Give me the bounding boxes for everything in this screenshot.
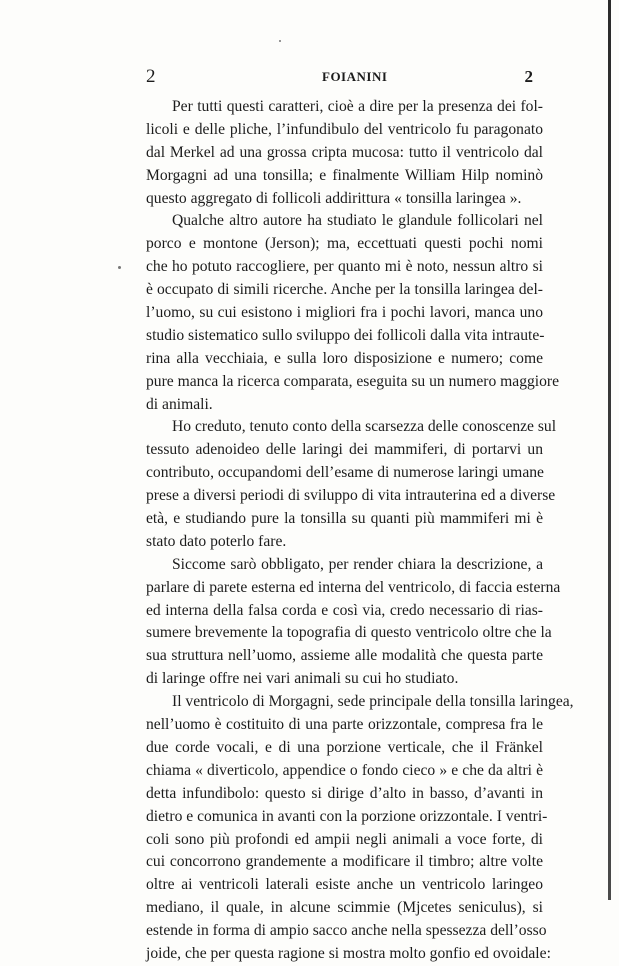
text-line: tessuto adenoideo delle laringi dei mammiferi, di portarvi un [146, 441, 543, 459]
text-line: pure manca la ricerca comparata, eseguita su un numero maggiore [146, 372, 560, 390]
scan-edge [608, 0, 611, 900]
paragraph-4 [146, 554, 561, 691]
text-line: joide, che per questa ragione si mostra molto gonfio ed ovoidale: [146, 944, 551, 962]
left-page-number: 2 [146, 66, 156, 87]
text-line: nell’uomo è costituito di una parte orizzontale, compresa fra le [146, 716, 543, 734]
paragraph-2 [146, 210, 560, 416]
text-line: due corde vocali, e di una porzione verticale, che il Fränkel [146, 738, 543, 756]
text-line: Il ventricolo di Morgagni, sede principale della tonsilla laringea, [172, 693, 574, 711]
text-line: sua struttura nell’uomo, assieme alle modalità che questa parte [146, 647, 543, 665]
text-line: Ho creduto, tenuto conto della scarsezza delle conoscenze sul [172, 418, 557, 436]
text-line: rina alla vecchiaia, e sulla loro disposizione e numero; come [146, 349, 543, 367]
text-line: Per tutti questi caratteri, cioè a dire per la presenza dei fol- [172, 98, 543, 115]
text-line: cui concorrono grandemente a modificare il timbro; altre volte [146, 853, 543, 871]
text-line: mediano, il quale, in alcune scimmie (Mjcetes seniculus), si [146, 899, 543, 917]
text-line: parlare di parete esterna ed interna del ventricolo, di faccia esterna [146, 578, 561, 596]
text-line: di animali. [146, 395, 213, 413]
text-line: oltre ai ventricoli laterali esiste anche un ventricolo laringeo [146, 876, 543, 894]
text-line: detta infundibolo: questo si dirige d’alto in basso, d’avanti in [146, 784, 543, 802]
text-line: è occupato di simili ricerche. Anche per la tonsilla laringea del- [146, 281, 543, 299]
text-line: Morgagni ad una tonsilla; e finalmente William Hilp nominò [146, 166, 543, 184]
paragraph-5 [146, 691, 574, 966]
text-line: età, e studiando pure la tonsilla su quanti più mammiferi mi è [146, 510, 543, 528]
body-text [146, 96, 574, 966]
text-line: ed interna della falsa corda e così via, credo necessario di rias- [146, 601, 543, 619]
text-line: estende in forma di ampio sacco anche nella spessezza dell’osso [146, 922, 547, 940]
text-line: dietro e comunica in avanti con la porzione orizzontale. I ventri- [146, 807, 548, 825]
text-line: porco e montone (Jerson); ma, eccettuati questi pochi nomi [146, 235, 543, 253]
text-line: contributo, occupandomi dell’esame di numerose laringi umane [146, 464, 544, 482]
page-header [146, 66, 543, 88]
paragraph-1 [146, 96, 543, 210]
running-title: FOIANINI [322, 69, 388, 84]
scan-speck [279, 40, 281, 42]
text-line: sumere brevemente la topografia di questo ventricolo oltre che la [146, 624, 552, 642]
text-line: che ho potuto raccogliere, per quanto mi è noto, nessun altro si [146, 258, 543, 276]
text-line: Qualche altro autore ha studiato le glandule follicolari nel [172, 212, 543, 230]
text-line: coli sono più profondi ed ampii negli animali a voce forte, di [146, 830, 543, 848]
right-page-number: 2 [524, 67, 533, 86]
text-line: studio sistematico sullo sviluppo dei follicoli dalla vita intraute- [146, 326, 545, 344]
text-line: chiama « diverticolo, appendice o fondo cieco » e che da altri è [146, 761, 543, 779]
text-line: licoli e delle pliche, l’infundibulo del ventricolo fu paragonato [146, 120, 543, 138]
text-line: stato dato poterlo fare. [146, 532, 287, 550]
text-line: Siccome sarò obbligato, per render chiara la descrizione, a [172, 555, 543, 573]
text-line: questo aggregato di follicoli addirittura « tonsilla laringea ». [146, 189, 522, 207]
paragraph-3 [146, 416, 557, 553]
text-line: dal Merkel ad una grossa cripta mucosa: tutto il ventricolo dal [146, 143, 543, 161]
text-line: prese a diversi periodi di sviluppo di vita intrauterina ed a diverse [146, 487, 556, 505]
scan-speck [118, 266, 121, 269]
text-line: di laringe offre nei vari animali su cui ho studiato. [146, 670, 459, 688]
text-line: l’uomo, su cui esistono i migliori fra i pochi lavori, manca uno [146, 304, 543, 322]
